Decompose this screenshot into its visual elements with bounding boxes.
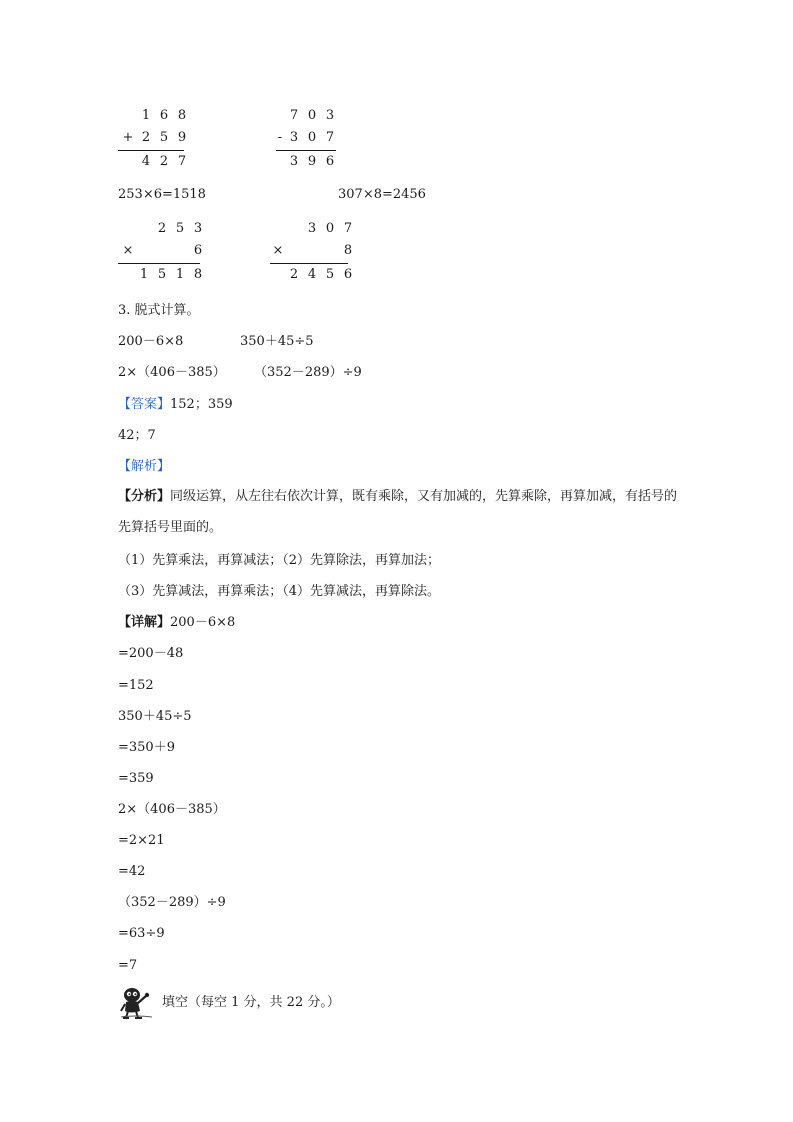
product-line	[118, 263, 200, 264]
digit: 3	[289, 154, 299, 169]
digit: 8	[343, 243, 353, 258]
operator: ×	[122, 243, 134, 258]
digit: 0	[307, 130, 317, 145]
detail-line: =63÷9	[118, 926, 165, 941]
detail-line: =42	[118, 864, 146, 879]
digit: 3	[325, 108, 335, 123]
vertical-multiplication-1	[118, 221, 202, 285]
digit: 6	[159, 108, 169, 123]
question-3-expr-4: （352－289）÷9	[254, 365, 362, 380]
equation-multiply-1: 253×6=1518	[118, 187, 206, 202]
digit: 5	[159, 130, 169, 145]
section-title: 填空（每空 1 分，共 22 分。）	[162, 995, 340, 1010]
digit: 5	[157, 267, 167, 282]
detail-line: =152	[118, 678, 154, 693]
detail-line: =7	[118, 958, 138, 973]
sum-line	[118, 150, 184, 151]
digit: 9	[177, 130, 187, 145]
vertical-multiplication-2	[268, 221, 352, 285]
digit: 0	[325, 221, 335, 236]
digit: 8	[177, 108, 187, 123]
answer-line-1: 152；359	[170, 397, 233, 412]
question-3-expr-3: 2×（406－385）	[118, 365, 226, 380]
digit: 2	[157, 221, 167, 236]
question-3-expr-2: 350＋45÷5	[240, 334, 314, 349]
product-line	[270, 263, 348, 264]
vertical-subtraction	[272, 108, 336, 172]
detail-label: 【详解】	[118, 615, 171, 630]
question-3-expr-1: 200－6×8	[118, 334, 184, 349]
steps-line-1: （1）先算乘法，再算减法；（2）先算除法，再算加法；	[118, 553, 441, 568]
operator: ×	[272, 243, 284, 258]
answer-label: 【答案】	[118, 397, 171, 412]
digit: 2	[289, 267, 299, 282]
digit: 6	[193, 243, 203, 258]
cartoon-character-icon	[118, 984, 154, 1020]
detail-line: =2×21	[118, 833, 165, 848]
fenxi-label: 【分析】	[118, 489, 171, 504]
digit: 9	[307, 154, 317, 169]
digit: 1	[139, 267, 149, 282]
digit: 7	[343, 221, 353, 236]
digit: 5	[325, 267, 335, 282]
detail-line: 200－6×8	[170, 615, 236, 630]
digit: 2	[141, 130, 151, 145]
digit: 7	[325, 130, 335, 145]
detail-line: （352－289）÷9	[118, 895, 226, 910]
fenxi-text: 同级运算，从左往右依次计算，既有乘除，又有加减的，先算乘除，再算加减，有括号的先算括号里面的。	[118, 489, 678, 535]
detail-line: =200－48	[118, 646, 184, 661]
steps-line-2: （3）先算减法，再算乘法；（4）先算减法，再算除法。	[118, 584, 441, 599]
digit: 3	[193, 221, 203, 236]
digit: 6	[325, 154, 335, 169]
digit: 3	[289, 130, 299, 145]
digit: 7	[289, 108, 299, 123]
analysis-label: 【解析】	[118, 459, 171, 474]
detail-row	[118, 614, 235, 632]
detail-line: =350＋9	[118, 740, 175, 755]
digit: 8	[193, 267, 203, 282]
digit: 6	[343, 267, 353, 282]
detail-line: =359	[118, 771, 154, 786]
digit: 5	[175, 221, 185, 236]
equation-multiply-2: 307×8=2456	[338, 187, 426, 202]
digit: 1	[141, 108, 151, 123]
analysis-paragraph	[118, 481, 688, 543]
answer-line-2: 42；7	[118, 428, 156, 443]
digit: 3	[307, 221, 317, 236]
operator: +	[122, 130, 134, 145]
digit: 4	[307, 267, 317, 282]
digit: 2	[159, 154, 169, 169]
difference-line	[276, 150, 336, 151]
detail-line: 2×（406－385）	[118, 802, 226, 817]
digit: 4	[141, 154, 151, 169]
operator: -	[277, 130, 283, 145]
digit: 0	[307, 108, 317, 123]
digit: 7	[177, 154, 187, 169]
detail-line: 350＋45÷5	[118, 709, 192, 724]
answer-row	[118, 396, 233, 414]
vertical-addition	[118, 108, 188, 172]
question-3-title: 3. 脱式计算。	[118, 303, 200, 318]
digit: 1	[175, 267, 185, 282]
